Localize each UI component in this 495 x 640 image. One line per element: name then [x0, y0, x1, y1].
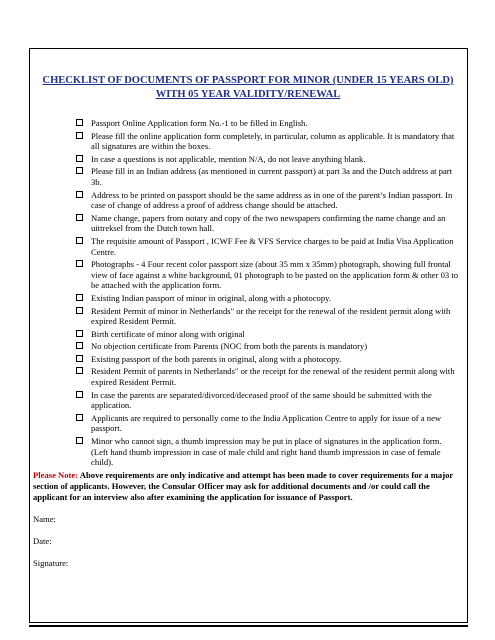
- checkbox[interactable]: [76, 391, 83, 398]
- checkbox[interactable]: [76, 155, 83, 162]
- checklist-item: [76, 436, 459, 468]
- checklist-item: [76, 259, 459, 291]
- name-field: Name:: [33, 513, 56, 524]
- checklist-item: [76, 329, 459, 340]
- checklist: [76, 118, 459, 468]
- checkbox[interactable]: [76, 191, 83, 198]
- checklist-item: [76, 131, 459, 152]
- date-field: Date:: [33, 535, 52, 546]
- checklist-item: [76, 154, 459, 165]
- checklist-item: [76, 390, 459, 411]
- checklist-item: [76, 236, 459, 257]
- please-note-text: Above requirements are only indicative and attempt has been made to cover requirements for a major section of applicants. However, the Consular Officer may ask for additional documents and /or could call the applicant for an interview also after examining the application for issuance of Passport.: [33, 469, 454, 502]
- checklist-item-text: Existing passport of the both parents in original, along with a photocopy.: [91, 353, 342, 364]
- checklist-item-text: Please fill the online application form completely, in particular, column as applicable. It is mandatory that all signatures are within the boxes.: [91, 130, 455, 152]
- checklist-item-text: Name change, papers from notary and copy of the two newspapers confirming the name change and an uittreksel from the Dutch town hall.: [91, 212, 446, 234]
- checkbox[interactable]: [76, 167, 83, 174]
- checklist-item-text: Photographs - 4 Four recent color passport size (about 35 mm x 35mm) photograph, showing full frontal view of face against a white background, 01 photograph to be pasted on the application form & other 03 to be attached with the application form.: [91, 259, 459, 291]
- checklist-item-text: In case a questions is not applicable, mention N/A, do not leave anything blank.: [91, 153, 366, 164]
- checkbox[interactable]: [76, 119, 83, 126]
- checkbox[interactable]: [76, 294, 83, 301]
- checkbox[interactable]: [76, 214, 83, 221]
- checkbox[interactable]: [76, 367, 83, 374]
- checkbox[interactable]: [76, 342, 83, 349]
- document-title: CHECKLIST OF DOCUMENTS OF PASSPORT FOR MINOR (UNDER 15 YEARS OLD) WITH 05 YEAR VALIDITY/RENEWAL: [42, 75, 454, 100]
- checkbox[interactable]: [76, 237, 83, 244]
- checkbox[interactable]: [76, 437, 83, 444]
- checkbox[interactable]: [76, 414, 83, 421]
- checkbox[interactable]: [76, 132, 83, 139]
- please-note: [33, 470, 459, 503]
- checklist-item: [76, 306, 459, 327]
- checkbox[interactable]: [76, 307, 83, 314]
- checklist-item: [76, 118, 459, 129]
- checklist-item-text: Existing Indian passport of minor in original, along with a photocopy.: [91, 292, 332, 303]
- checklist-item-text: Applicants are required to personally come to the India Application Centre to apply for issue of a new passport.: [91, 412, 442, 434]
- document-body: [33, 74, 463, 569]
- checklist-item-text: Minor who cannot sign, a thumb impression may be put in place of signatures in the application form. (Left hand thumb impression in case of male child and right hand thumb impression in case of female child).: [91, 436, 442, 468]
- checklist-item: [76, 366, 459, 387]
- checklist-item: [76, 166, 459, 187]
- checklist-item-text: Resident Permit of minor in Netherlands" or the receipt for the renewal of the resident permit along with expired Resident Permit.: [91, 305, 451, 327]
- checklist-item-text: Please fill in an Indian address (as mentioned in current passport) at part 3a and the Dutch address at part 3b.: [91, 166, 453, 187]
- checklist-item: [76, 293, 459, 304]
- checklist-item: [76, 213, 459, 234]
- checklist-item-text: Address to be printed on passport should be the same address as in one of the parent’s Indian passport. In case of change of address a proof of address change should be attached.: [91, 189, 453, 211]
- checklist-item: [76, 413, 459, 434]
- checklist-item-text: Birth certificate of minor along with original: [91, 328, 245, 339]
- bottom-rule: [29, 625, 468, 627]
- checklist-item-text: Passport Online Application form No.-1 to be filled in English.: [91, 118, 308, 128]
- checklist-item: [76, 354, 459, 365]
- checkbox[interactable]: [76, 330, 83, 337]
- signature-field: Signature:: [33, 557, 69, 568]
- checklist-item-text: In case the parents are separated/divorced/deceased proof of the same should be submitted with the application.: [91, 389, 432, 411]
- checkbox[interactable]: [76, 260, 83, 267]
- checklist-item: [76, 341, 459, 352]
- please-note-label: Please Note:: [33, 469, 79, 480]
- checklist-item-text: The requisite amount of Passport , ICWF Fee & VFS Service charges to be paid at India Visa Application Centre.: [91, 235, 454, 257]
- checklist-item-text: No objection certificate from Parents (NOC from both the parents is mandatory): [91, 341, 368, 352]
- checklist-item: [76, 190, 459, 211]
- checkbox[interactable]: [76, 355, 83, 362]
- checklist-item-text: Resident Permit of parents in Netherlands" or the receipt for the renewal of the resident permit along with expired Resident Permit.: [91, 366, 455, 388]
